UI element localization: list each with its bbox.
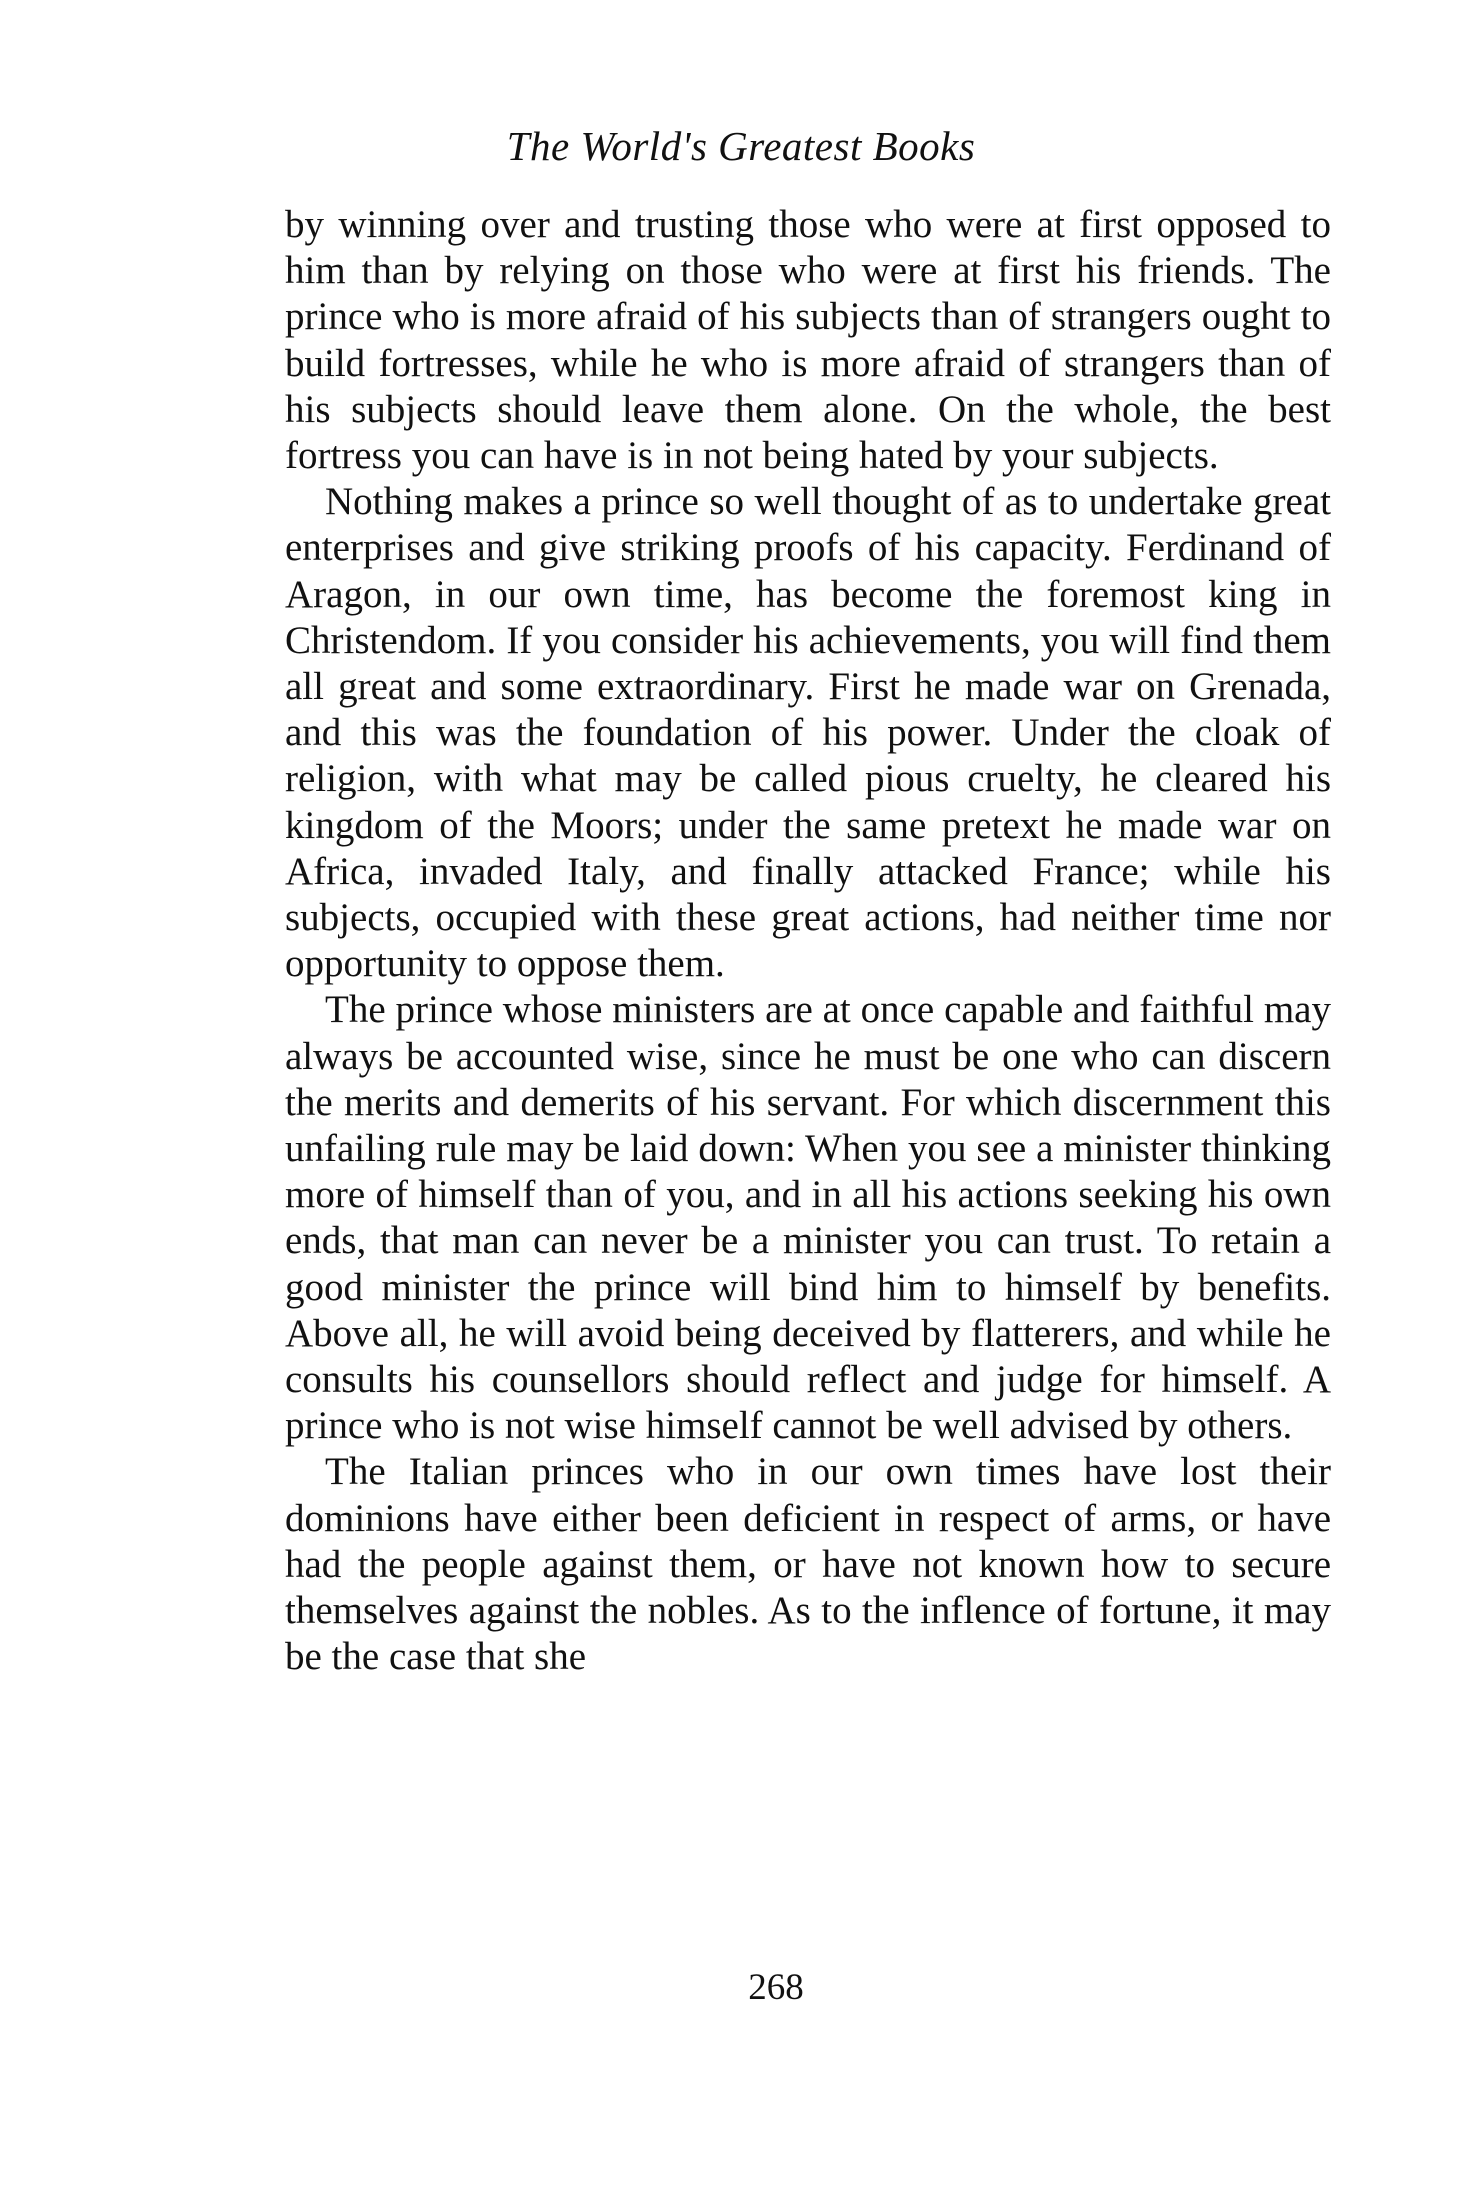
body-text xyxy=(285,202,1331,1681)
page-number: 268 xyxy=(748,1967,804,2008)
paragraph-4: The Italian princes who in our own times have lost their dominions have either been deficient in respect of arms, or have had the people against them, or have not known how to secure themselves against the nobles. As to the inflence of fortune, it may be the case that she xyxy=(285,1450,1331,1679)
paragraph-2: Nothing makes a prince so well thought of as to undertake great enterprises and give striking proofs of his capacity. Ferdinand of Aragon, in our own time, has become the foremost king in Christendom. If you consider his achievements, you will find them all great and some extraordinary. First he made war on Grenada, and this was the foundation of his power. Under the cloak of religion, with what may be called pious cruelty, he cleared his kingdom of the Moors; under the same pretext he made war on Africa, invaded Italy, and finally attacked France; while his subjects, occupied with these great actions, had neither time nor opportunity to oppose them. xyxy=(285,480,1331,986)
paragraph-3: The prince whose ministers are at once capable and faithful may always be accounted wise, since he must be one who can discern the merits and demerits of his servant. For which discernment this unfailing rule may be laid down: When you see a minister thinking more of himself than of you, and in all his actions seeking his own ends, that man can never be a minister you can trust. To retain a good minister the prince will bind him to himself by benefits. Above all, he will avoid being deceived by flatterers, and while he consults his counsellors should reflect and judge for himself. A prince who is not wise himself cannot be well advised by others. xyxy=(285,988,1331,1448)
paragraph-1: by winning over and trusting those who were at first opposed to him than by relying on those who were at first his friends. The prince who is more afraid of his subjects than of strangers ought to build fortresses, while he who is more afraid of strangers than of his subjects should leave them alone. On the whole, the best fortress you can have is in not being hated by your subjects. xyxy=(285,203,1331,478)
running-head: The World's Greatest Books xyxy=(506,123,976,169)
